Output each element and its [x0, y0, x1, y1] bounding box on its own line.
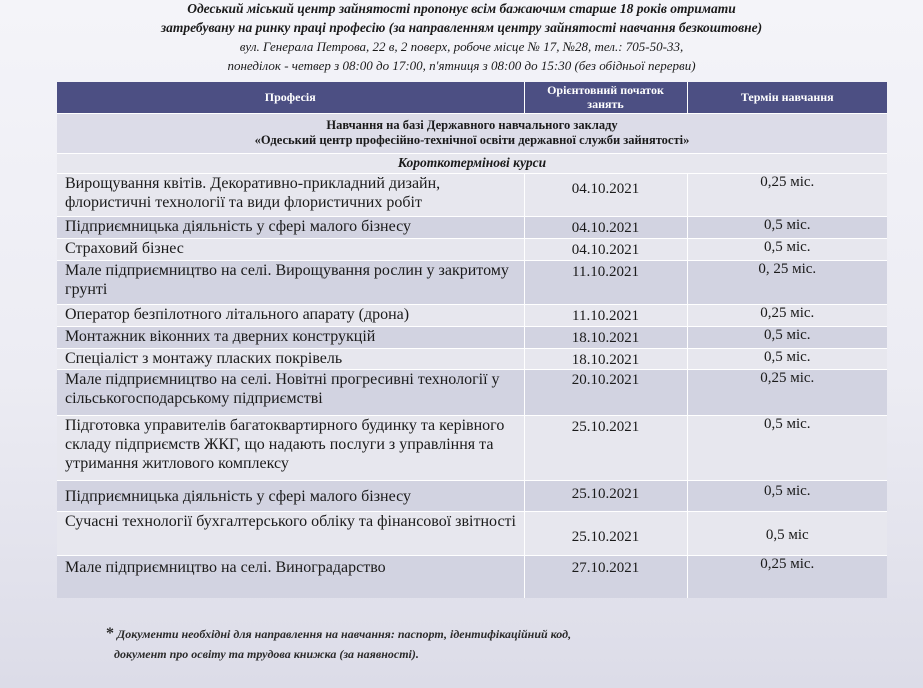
- term-cell: 0,5 міс.: [687, 415, 887, 480]
- date-cell: 18.10.2021: [524, 348, 687, 369]
- table-row: [57, 555, 887, 598]
- table-row: [57, 173, 887, 216]
- footnote-line-1: [106, 625, 571, 643]
- courses-table: [57, 82, 887, 598]
- date-cell: 25.10.2021: [524, 480, 687, 511]
- profession-cell: Вирощування квітів. Декоративно-прикладний дизайн, флористичні технології та види флористичних робіт: [57, 173, 524, 216]
- header-start-line1: Орієнтовний початок: [547, 83, 664, 98]
- table-row: [57, 415, 887, 480]
- profession-cell: Монтажник віконних та дверних конструкцій: [57, 326, 524, 348]
- profession-cell: Підготовка управителів багатоквартирного будинку та керівного складу підприємств ЖКГ, що надають послуги з управління та утримання житлового комплексу: [57, 415, 524, 480]
- profession-cell: Сучасні технології бухгалтерського обліку та фінансової звітності: [57, 511, 524, 555]
- table-row: [57, 511, 887, 555]
- intro-line-2: затребувану на ринку праці професію (за направленням центру зайнятості навчання безкоштовне): [160, 20, 763, 35]
- profession-cell: Мале підприємництво на селі. Вирощування рослин у закритому грунті: [57, 260, 524, 304]
- term-cell: 0,25 міс.: [687, 369, 887, 415]
- intro-line-1: Одеський міський центр зайнятості пропонує всім бажаючим старше 18 років отримати: [187, 1, 736, 16]
- table-row: [57, 238, 887, 260]
- date-cell: 04.10.2021: [524, 173, 687, 216]
- term-cell: 0, 25 міс.: [687, 260, 887, 304]
- date-cell: 11.10.2021: [524, 260, 687, 304]
- profession-cell: Підприємницька діяльність у сфері малого бізнесу: [57, 480, 524, 511]
- date-cell: 04.10.2021: [524, 216, 687, 238]
- profession-cell: Мале підприємництво на селі. Виноградарство: [57, 555, 524, 598]
- institution-cell: [57, 113, 887, 153]
- category-row: [57, 153, 887, 173]
- profession-cell: Оператор безпілотного літального апарату (дрона): [57, 304, 524, 326]
- table-row: [57, 348, 887, 369]
- term-cell: 0,5 міс: [687, 511, 887, 555]
- table-row: [57, 369, 887, 415]
- date-cell: 25.10.2021: [524, 415, 687, 480]
- profession-cell: Страховий бізнес: [57, 238, 524, 260]
- table-row: [57, 480, 887, 511]
- category-cell: Короткотермінові курси: [57, 153, 887, 173]
- table-header-row: [57, 82, 887, 113]
- profession-cell: Мале підприємництво на селі. Новітні прогресивні технології у сільськогосподарському підприємстві: [57, 369, 524, 415]
- term-cell: 0,5 міс.: [687, 326, 887, 348]
- header-start: [524, 82, 687, 113]
- institution-row: [57, 113, 887, 153]
- term-cell: 0,5 міс.: [687, 216, 887, 238]
- date-cell: 27.10.2021: [524, 555, 687, 598]
- header-start-line2: занять: [587, 97, 624, 112]
- intro-line-4: понеділок - четвер з 08:00 до 17:00, п'ятниця з 08:00 до 15:30 (без обідньої перерви): [227, 58, 696, 73]
- intro-line-3: вул. Генерала Петрова, 22 в, 2 поверх, робоче місце № 17, №28, тел.: 705-50-33,: [239, 39, 684, 54]
- header-term: Термін навчання: [687, 82, 887, 113]
- header-profession: Професія: [57, 82, 524, 113]
- institution-line1: Навчання на базі Державного навчального закладу: [326, 118, 618, 132]
- footnote-line-2: документ про освіту та трудова книжка (за наявності).: [114, 647, 419, 661]
- table-row: [57, 216, 887, 238]
- table-row: [57, 326, 887, 348]
- term-cell: 0,25 міс.: [687, 173, 887, 216]
- profession-cell: Спеціаліст з монтажу пласких покрівель: [57, 348, 524, 369]
- date-cell: 11.10.2021: [524, 304, 687, 326]
- table-row: [57, 260, 887, 304]
- institution-line2: «Одеський центр професійно-технічної освіти державної служби зайнятості»: [254, 133, 690, 147]
- term-cell: 0,25 міс.: [687, 555, 887, 598]
- profession-cell: Підприємницька діяльність у сфері малого бізнесу: [57, 216, 524, 238]
- table-row: [57, 304, 887, 326]
- term-cell: 0,5 міс.: [687, 238, 887, 260]
- term-cell: 0,25 міс.: [687, 304, 887, 326]
- footnote-text-1: Документи необхідні для направлення на навчання: паспорт, ідентифікаційний код,: [117, 627, 572, 641]
- date-cell: 25.10.2021: [524, 511, 687, 555]
- term-cell: 0,5 міс.: [687, 480, 887, 511]
- footnote-star: *: [106, 625, 114, 642]
- date-cell: 18.10.2021: [524, 326, 687, 348]
- date-cell: 20.10.2021: [524, 369, 687, 415]
- date-cell: 04.10.2021: [524, 238, 687, 260]
- term-cell: 0,5 міс.: [687, 348, 887, 369]
